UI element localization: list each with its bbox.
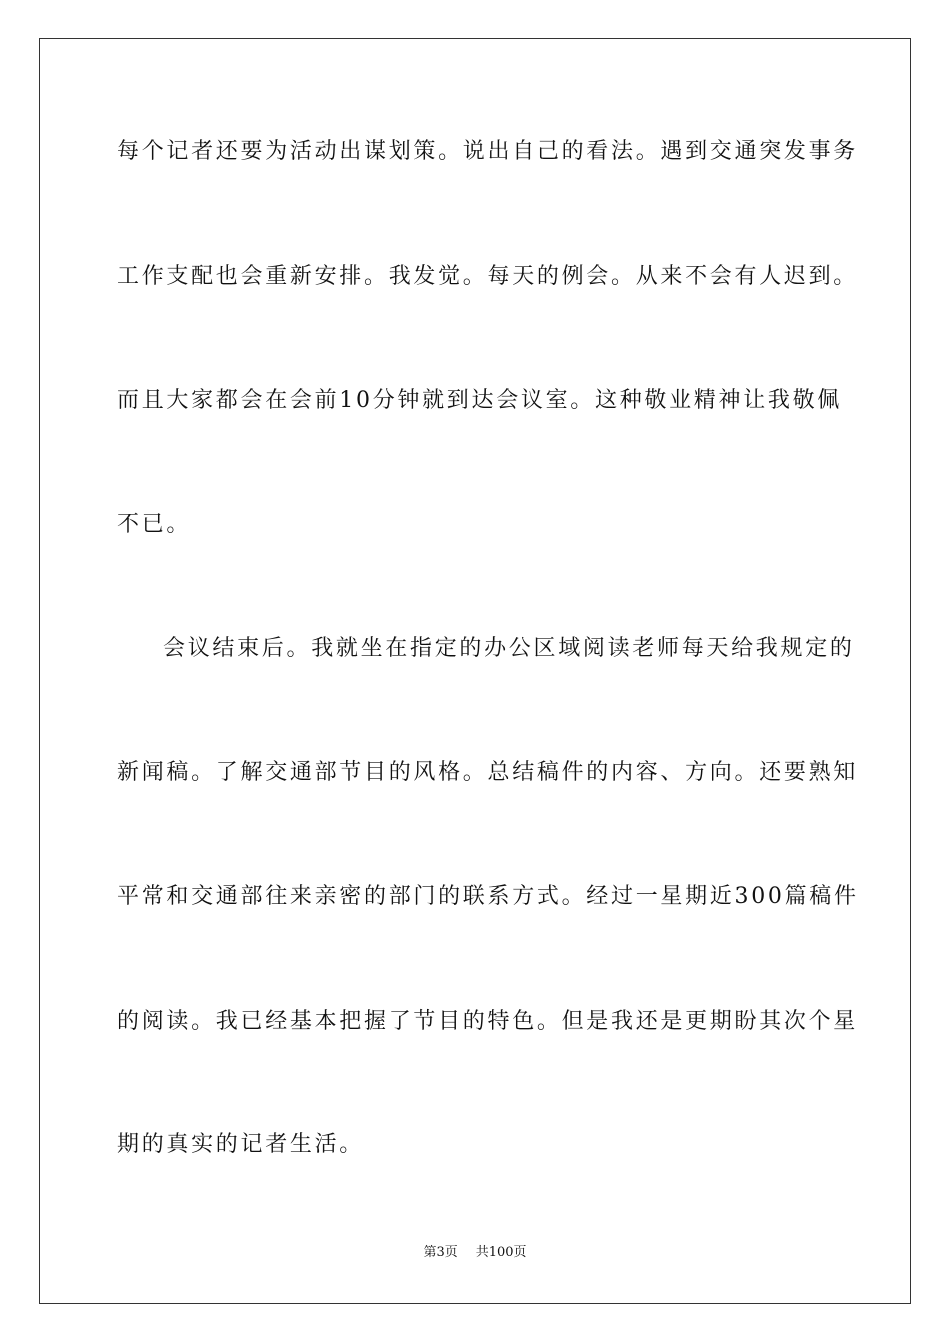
paragraph-line-7: 平常和交通部往来亲密的部门的联系方式。经过一星期近300篇稿件: [117, 884, 859, 909]
page-number: 第3页: [423, 1245, 458, 1260]
paragraph-line-2: 工作支配也会重新安排。我发觉。每天的例会。从来不会有人迟到。: [117, 264, 859, 289]
paragraph-line-3: 而且大家都会在会前10分钟就到达会议室。这种敬业精神让我敬佩: [117, 388, 842, 413]
paragraph-line-4: 不已。: [117, 512, 192, 537]
page-frame: [39, 38, 911, 1304]
paragraph-line-1: 每个记者还要为活动出谋划策。说出自己的看法。遇到交通突发事务: [117, 139, 859, 164]
paragraph-line-8: 的阅读。我已经基本把握了节目的特色。但是我还是更期盼其次个星: [117, 1009, 859, 1034]
paragraph-line-5: 会议结束后。我就坐在指定的办公区域阅读老师每天给我规定的: [163, 636, 855, 661]
paragraph-line-6: 新闻稿。了解交通部节目的风格。总结稿件的内容、方向。还要熟知: [117, 760, 859, 785]
paragraph-line-9: 期的真实的记者生活。: [117, 1132, 365, 1157]
page-footer: [0, 1244, 950, 1262]
total-pages: 共100页: [475, 1245, 527, 1260]
